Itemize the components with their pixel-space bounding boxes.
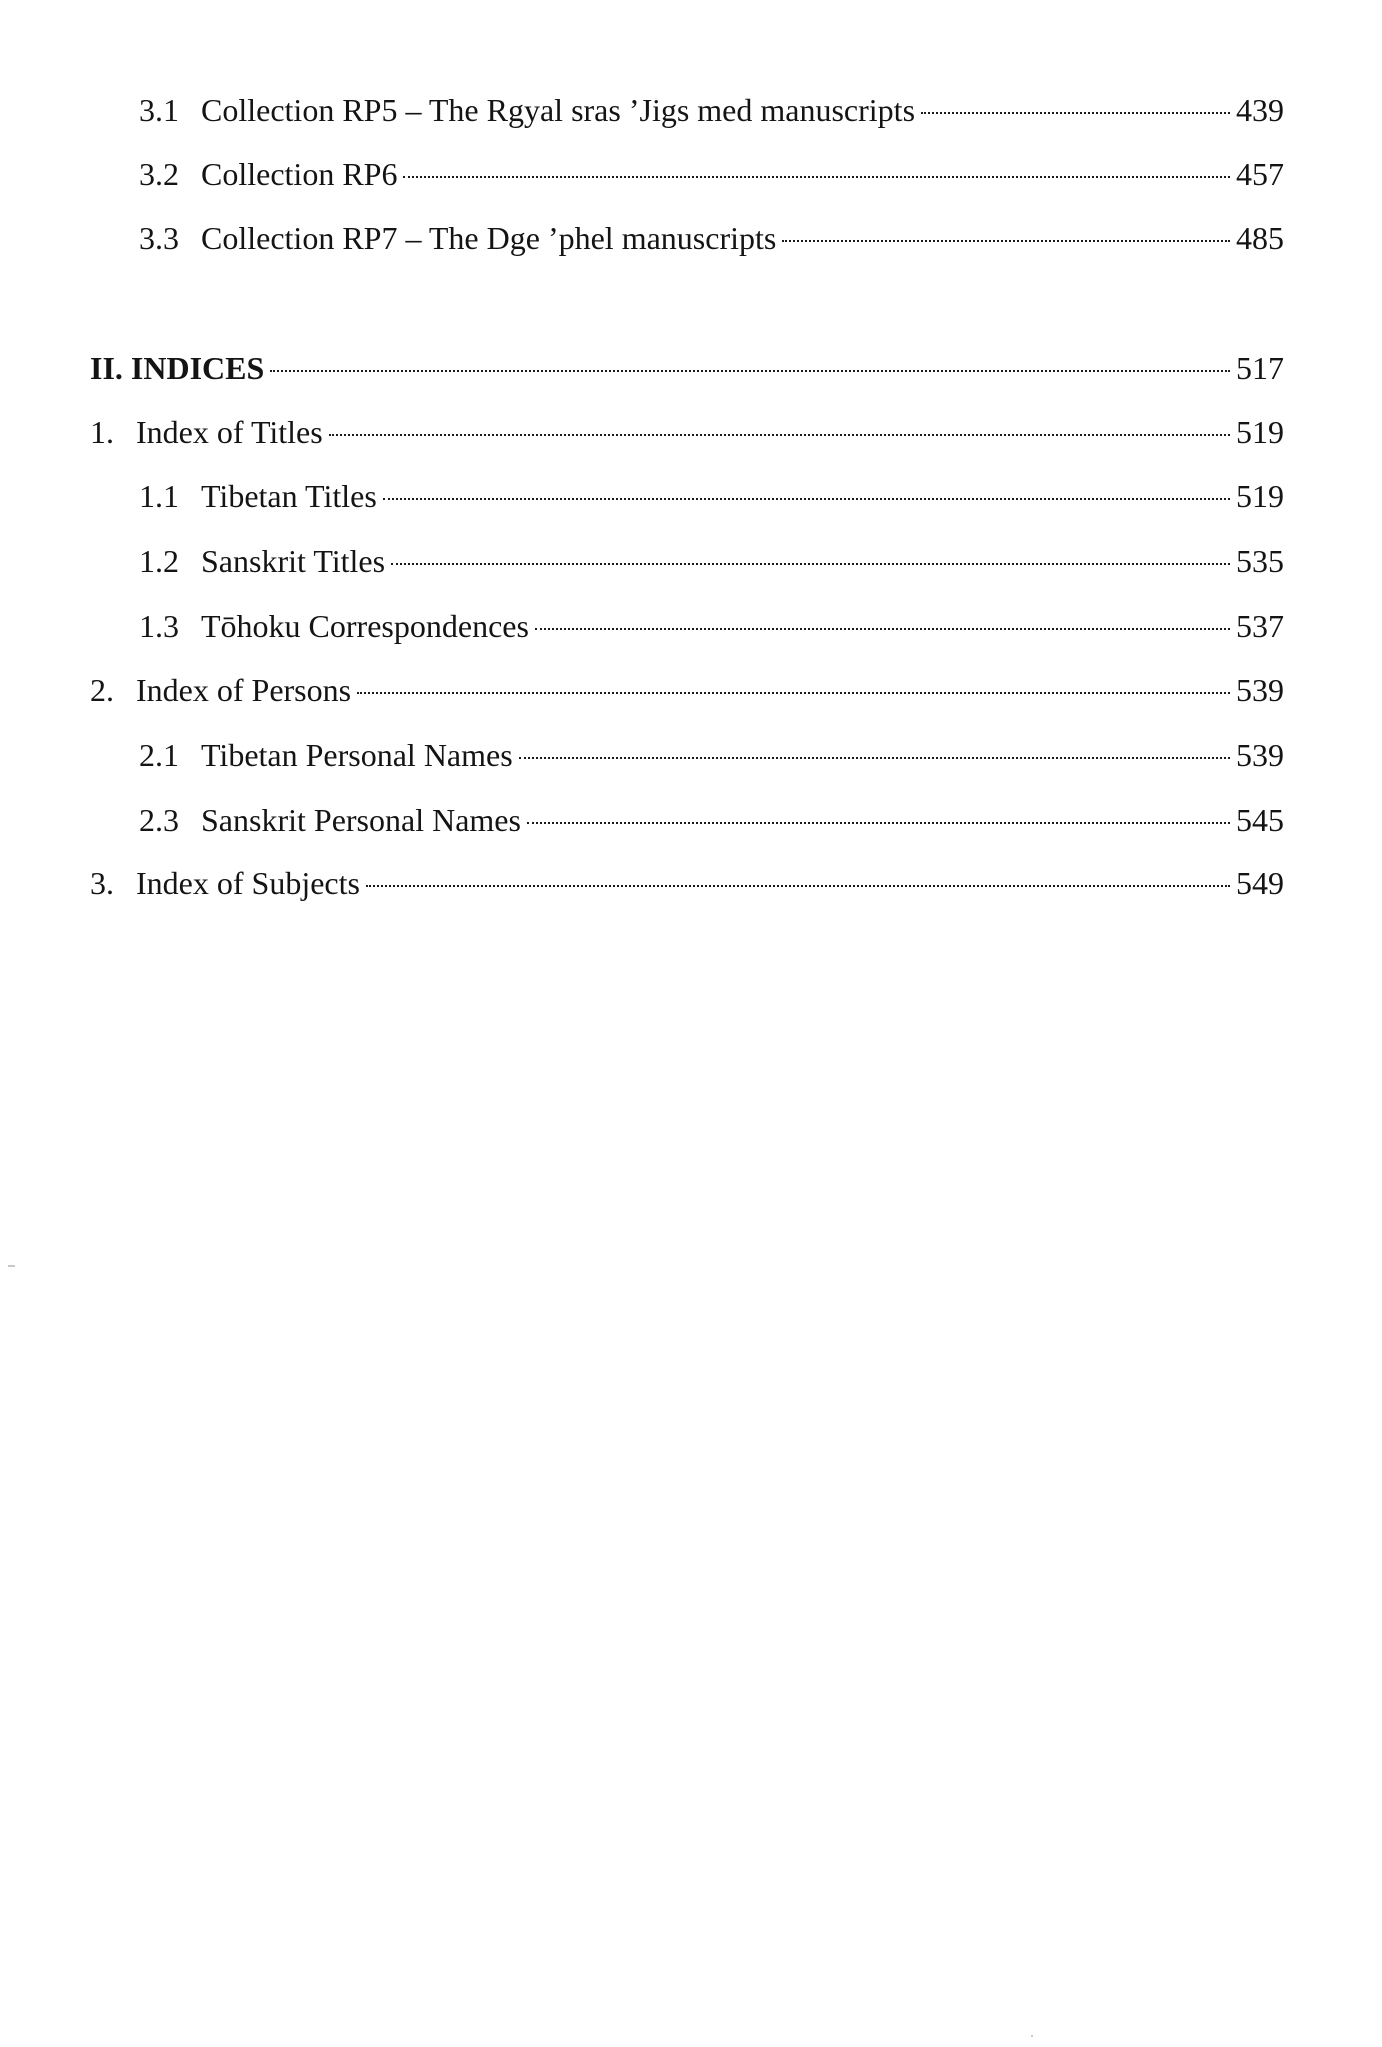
toc-entry-2-1	[139, 730, 1284, 780]
toc-entry-2-3	[139, 795, 1284, 845]
toc-entry-page: 485	[1236, 220, 1284, 256]
toc-entry-title: Tibetan Titles	[201, 478, 377, 514]
toc-entry-page: 439	[1236, 92, 1284, 128]
toc-section-indices	[90, 343, 1284, 393]
dot-leader	[535, 628, 1230, 630]
toc-entry-number: 1.3	[139, 608, 179, 644]
toc-entry-number: 2.3	[139, 802, 179, 838]
dot-leader	[403, 176, 1230, 178]
toc-entry-number: 1.2	[139, 543, 179, 579]
toc-entry-title: Sanskrit Personal Names	[201, 802, 521, 838]
toc-entry-page: 539	[1236, 737, 1284, 773]
dot-leader	[357, 692, 1230, 694]
toc-entry-number: 1.	[90, 414, 114, 450]
toc-entry-page: 549	[1236, 865, 1284, 901]
toc-entry-title: Index of Persons	[136, 672, 352, 708]
toc-entry-title: Tibetan Personal Names	[201, 737, 513, 773]
dot-leader	[383, 498, 1230, 500]
toc-entry-number: 3.1	[139, 92, 179, 128]
toc-entry-page: 457	[1236, 156, 1284, 192]
dot-leader	[391, 563, 1230, 565]
dot-leader	[519, 757, 1230, 759]
dot-leader	[782, 240, 1230, 242]
toc-entry-1-1	[139, 471, 1284, 521]
scan-speck	[8, 1265, 15, 1267]
toc-entry-title: Collection RP7 – The Dge ’phel manuscripts	[201, 220, 777, 256]
toc-entry-1	[90, 407, 1284, 457]
toc-section-title: II. INDICES	[90, 350, 265, 386]
toc-entry-number: 2.	[90, 672, 114, 708]
toc-entry-title: Index of Subjects	[136, 865, 360, 901]
toc-entry-3-2	[139, 149, 1284, 199]
toc-entry-page: 517	[1236, 350, 1284, 386]
toc-entry-page: 519	[1236, 414, 1284, 450]
toc-entry-2	[90, 665, 1284, 715]
toc-entry-page: 537	[1236, 608, 1284, 644]
toc-entry-page: 539	[1236, 672, 1284, 708]
toc-entry-1-2	[139, 536, 1284, 586]
dot-leader	[366, 885, 1230, 887]
toc-entry-title: Index of Titles	[136, 414, 323, 450]
toc-entry-number: 3.3	[139, 220, 179, 256]
dot-leader	[329, 434, 1230, 436]
toc-entry-number: 2.1	[139, 737, 179, 773]
dot-leader	[270, 370, 1230, 372]
toc-entry-title: Tōhoku Correspondences	[201, 608, 529, 644]
scan-speck	[1031, 2035, 1033, 2037]
toc-entry-3-3	[139, 213, 1284, 263]
toc-entry-page: 535	[1236, 543, 1284, 579]
toc-entry-number: 3.2	[139, 156, 179, 192]
dot-leader	[921, 112, 1230, 114]
toc-entry-page: 519	[1236, 478, 1284, 514]
toc-entry-title: Sanskrit Titles	[201, 543, 386, 579]
toc-entry-1-3	[139, 601, 1284, 651]
toc-entry-3-1	[139, 85, 1284, 135]
toc-entry-title: Collection RP5 – The Rgyal sras ’Jigs med manuscripts	[201, 92, 916, 128]
toc-entry-3	[90, 858, 1284, 908]
toc-entry-title: Collection RP6	[201, 156, 398, 192]
toc-entry-number: 3.	[90, 865, 114, 901]
toc-entry-number: 1.1	[139, 478, 179, 514]
dot-leader	[527, 822, 1230, 824]
toc-entry-page: 545	[1236, 802, 1284, 838]
